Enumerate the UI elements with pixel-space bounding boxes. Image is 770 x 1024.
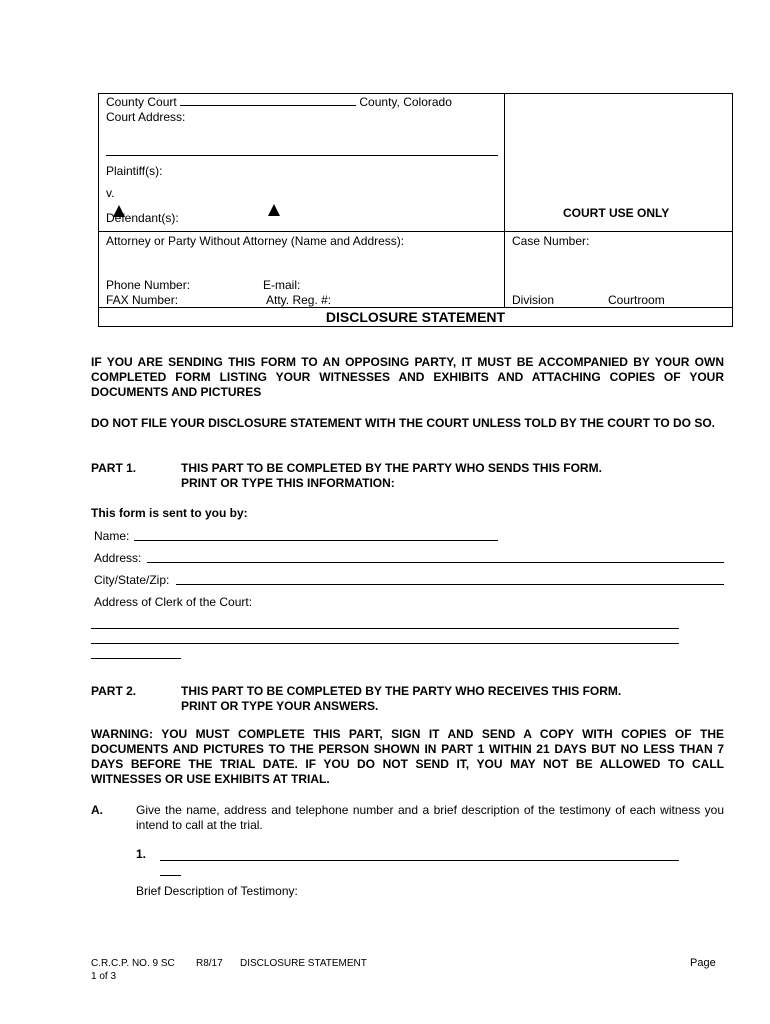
court-use-only-label: COURT USE ONLY — [563, 206, 670, 220]
item-a-text: Give the name, address and telephone number and a brief description of the testimony of each witness you intend to call at the trial. — [136, 803, 724, 832]
fax-label: FAX Number: — [106, 293, 179, 307]
notice-do-not-file: DO NOT FILE YOUR DISCLOSURE STATEMENT WITH THE COURT UNLESS TOLD BY THE COURT TO DO SO. — [91, 416, 716, 430]
county-court-label: County Court — [106, 95, 177, 109]
part1-number: PART 1. — [91, 461, 137, 475]
phone-label: Phone Number: — [106, 278, 191, 292]
defendant-label: Defendant(s): — [106, 211, 179, 225]
caption-divider-vertical — [504, 93, 505, 308]
part1-line2: PRINT OR TYPE THIS INFORMATION: — [181, 476, 395, 490]
court-address-field[interactable] — [106, 155, 498, 156]
triangle-marker-icon — [113, 205, 125, 217]
plaintiff-label: Plaintiff(s): — [106, 164, 163, 178]
triangle-marker-icon — [268, 204, 280, 216]
county-name-field[interactable] — [180, 95, 356, 106]
city-state-zip-label: City/State/Zip: — [94, 573, 170, 587]
part2-number: PART 2. — [91, 684, 137, 698]
name-field[interactable] — [134, 540, 498, 541]
caption-divider-title — [98, 307, 733, 308]
witness-1-field-continued[interactable] — [160, 875, 181, 876]
email-label: E-mail: — [263, 278, 301, 292]
form-title: DISCLOSURE STATEMENT — [325, 309, 506, 325]
brief-description-label: Brief Description of Testimony: — [136, 884, 298, 898]
address-field[interactable] — [147, 562, 724, 563]
clerk-address-label: Address of Clerk of the Court: — [94, 595, 253, 609]
clerk-address-line-1[interactable] — [91, 628, 679, 629]
clerk-address-line-3[interactable] — [91, 658, 181, 659]
city-state-zip-field[interactable] — [176, 584, 724, 585]
part2-warning: WARNING: YOU MUST COMPLETE THIS PART, SIGN IT AND SEND A COPY WITH COPIES OF THE DOCUMENTS AND PICTURES TO THE PERSON SHOWN IN PART 1 WITHIN 21 DAYS BUT NO LESS THAN 7 DAYS BEFORE THE TRIAL DATE. IF YOU DO NOT SEND IT, YOU MAY NOT BE ALLOWED TO CALL WITNESSES OR USE EXHIBITS AT TRIAL. — [91, 727, 724, 786]
address-label: Address: — [94, 551, 142, 565]
attorney-label: Attorney or Party Without Attorney (Name and Address): — [106, 234, 405, 248]
county-state-label: County, Colorado — [359, 95, 452, 109]
division-label: Division — [512, 293, 555, 307]
item-a-letter: A. — [91, 803, 103, 817]
footer-revision: R8/17 — [196, 958, 223, 969]
witness-1-field[interactable] — [160, 860, 679, 861]
clerk-address-line-2[interactable] — [91, 643, 679, 644]
courtroom-label: Courtroom — [608, 293, 665, 307]
footer-form-id: C.R.C.P. NO. 9 SC — [91, 958, 175, 969]
part2-line2: PRINT OR TYPE YOUR ANSWERS. — [181, 699, 379, 713]
sent-by-label: This form is sent to you by: — [91, 506, 248, 520]
part2-line1: THIS PART TO BE COMPLETED BY THE PARTY WHO RECEIVES THIS FORM. — [181, 684, 622, 698]
name-label: Name: — [94, 529, 130, 543]
caption-divider-top — [98, 231, 733, 232]
footer-page-of: 1 of 3 — [91, 971, 117, 982]
court-address-label: Court Address: — [106, 110, 186, 124]
versus-label: v. — [106, 186, 115, 200]
notice-accompany: IF YOU ARE SENDING THIS FORM TO AN OPPOSING PARTY, IT MUST BE ACCOMPANIED BY YOUR OWN COMPLETED FORM LISTING YOUR WITNESSES AND EXHIBITS AND ATTACHING COPIES OF YOUR DOCUMENTS AND PICTURES — [91, 355, 724, 399]
part1-line1: THIS PART TO BE COMPLETED BY THE PARTY WHO SENDS THIS FORM. — [181, 461, 602, 475]
footer-page-word: Page — [690, 957, 716, 969]
atty-reg-label: Atty. Reg. #: — [266, 293, 332, 307]
county-court-line — [106, 95, 452, 109]
witness-number: 1. — [136, 847, 147, 861]
footer-form-name: DISCLOSURE STATEMENT — [240, 958, 367, 969]
case-number-label: Case Number: — [512, 234, 590, 248]
